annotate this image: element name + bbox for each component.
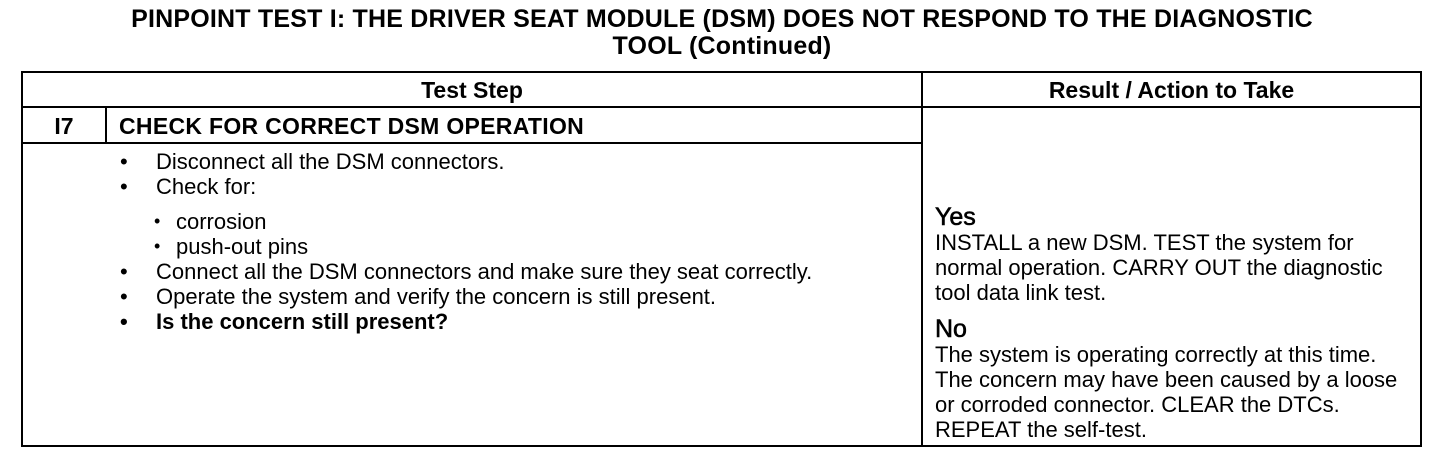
step-heading: CHECK FOR CORRECT DSM OPERATION (119, 113, 585, 139)
pinpoint-test-table (21, 71, 1422, 447)
step-number-divider (105, 107, 107, 143)
header-test-step: Test Step (421, 77, 523, 103)
page-title (30, 6, 1414, 60)
instruction-item: • Disconnect all the DSM connectors. (111, 149, 911, 174)
header-result-action: Result / Action to Take (1048, 77, 1295, 103)
page-title-line1: PINPOINT TEST I: THE DRIVER SEAT MODULE (DSM) DOES NOT RESPOND TO THE DIAGNOSTIC (131, 5, 1313, 33)
instruction-item (111, 174, 911, 259)
no-action-text: The system is operating correctly at this time. The concern may have been caused by a loose or corroded connector. CLEAR the DTCs. REPEAT the self-test. (935, 342, 1398, 442)
step-number: I7 (54, 113, 74, 139)
column-divider (921, 73, 923, 445)
step-instructions (111, 149, 911, 334)
result-section (935, 204, 1415, 442)
no-label: No (935, 315, 967, 343)
sub-list (154, 209, 911, 259)
yes-label: Yes (935, 203, 976, 231)
instruction-list (111, 149, 911, 334)
page-title-line2: TOOL (Continued) (612, 32, 832, 60)
yes-action-text: INSTALL a new DSM. TEST the system for normal operation. CARRY OUT the diagnostic tool data link test. (935, 230, 1383, 305)
instruction-question: • Is the concern still present? (111, 309, 911, 334)
instruction-item: • Connect all the DSM connectors and make sure they seat correctly. (111, 259, 911, 284)
instruction-item: • Operate the system and verify the concern is still present. (111, 284, 911, 309)
sub-item: • corrosion (154, 209, 911, 234)
sub-item: • push-out pins (154, 234, 911, 259)
instruction-text: Check for: (156, 174, 257, 199)
